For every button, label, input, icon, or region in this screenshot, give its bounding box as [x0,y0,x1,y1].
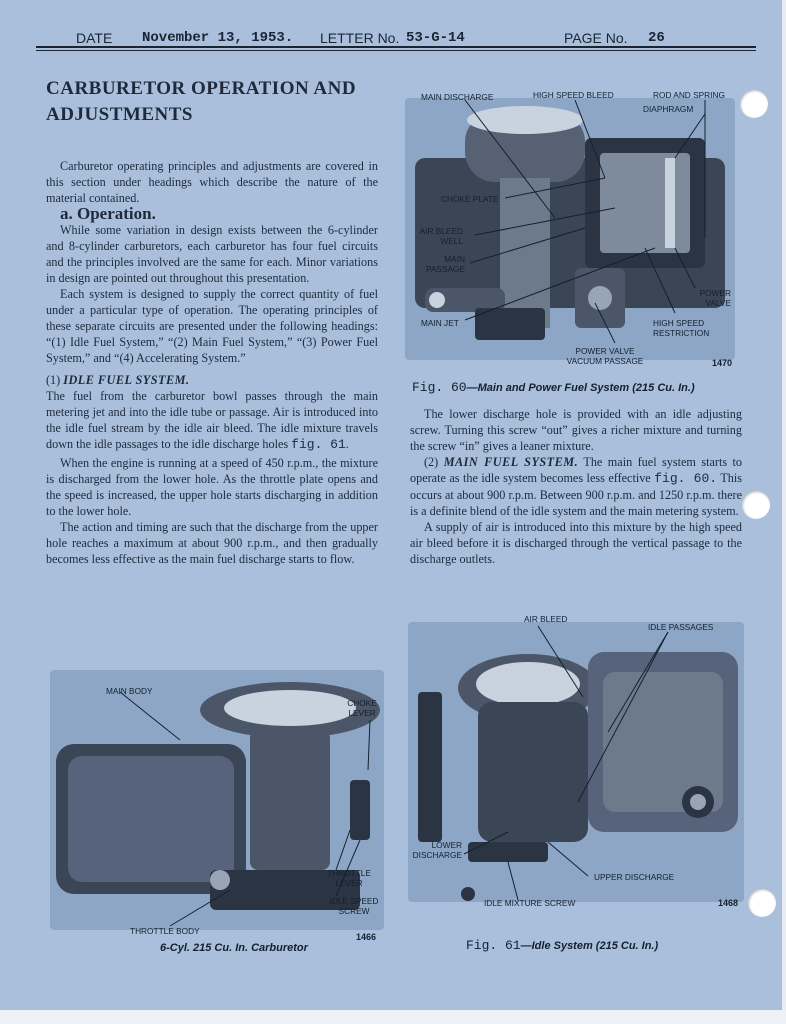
carburetor-exterior-drawing [50,670,384,930]
label-power-valve [677,288,731,308]
main-section-number: (2) [424,455,439,469]
figure-61-caption-label: Fig. 61 [466,938,521,953]
page-label: PAGE No. [564,30,628,46]
paragraph-idle-fuel [46,388,378,453]
label-upper-discharge: UPPER DISCHARGE [594,872,675,882]
binder-hole-top [740,90,768,118]
paragraph-system: Each system is designed to supply the correct quantity of fuel under a particular type of operation. The operating principles of these separate circuits are presented under the following headings: “(1) Idle Fuel System,” “(2) Main Fuel System,” “(3) Power Fuel System,” and “(4) Accelerating System.” [46,287,378,365]
carburetor-6cyl-illustration [50,670,384,936]
page-edge [782,0,786,1024]
fig-61-reference: fig. 61 [291,437,346,452]
paragraph-variation: While some variation in design exists between the 6-cylinder and 8-cylinder carburetors, each carburetor has four fuel circuits and the principles involved are the same for each. Minor variations in design are pointed out throughout this presentation. [46,223,378,285]
label-throttle-lever-line-1: THROTTLE [327,868,371,878]
label-choke-lever-line-1: CHOKE [347,698,377,708]
label-lower-discharge-line-1: LOWER [431,840,462,850]
figure-61-number: 1468 [718,898,739,908]
label-power-valve-vacuum-passage [565,346,645,366]
carburetor-6cyl-number: 1466 [356,932,377,942]
figure-61-caption-text: —Idle System (215 Cu. In.) [520,940,659,952]
date-label: DATE [76,30,113,46]
label-choke-lever-line-2: LEVER [348,708,376,718]
title-line-1: CARBURETOR OPERATION AND [46,78,357,99]
letter-label: LETTER No. [320,30,400,46]
label-idle-mixture-screw: IDLE MIXTURE SCREW [484,898,576,908]
main-section-heading: MAIN FUEL SYSTEM. [443,455,579,469]
label-main-passage-line-1: MAIN [444,254,465,264]
label-throttle-lever [322,868,376,888]
paragraph-action-timing: The action and timing are such that the discharge from the upper hole reaches a maximum at about 900 r.p.m., and then gradually becomes less effective as the main fuel discharge starts to flow. [46,520,378,566]
label-high-speed-restriction [653,318,709,338]
binder-hole-middle [742,491,770,519]
label-air-bleed-well-line-2: WELL [440,236,463,246]
right-column [410,406,742,567]
label-choke-plate: CHOKE PLATE [441,194,499,204]
label-rod-and-spring: ROD AND SPRING [653,90,725,100]
label-idle-speed-screw-line-2: SCREW [338,906,370,916]
operation-heading: a. Operation. [60,204,156,223]
figure-60-caption-text: —Main and Power Fuel System (215 Cu. In.) [466,382,695,394]
title-line-2: ADJUSTMENTS [46,104,193,125]
letter-value: 53-G-14 [406,30,465,46]
page-bottom-margin [0,1010,786,1024]
label-main-body: MAIN BODY [106,686,153,696]
idle-heading-line [46,372,378,388]
left-column [46,158,378,567]
label-pvvp-line-2: VACUUM PASSAGE [566,356,644,366]
date-value: November 13, 1953. [142,30,294,46]
label-throttle-lever-line-2: LEVER [335,878,363,888]
binder-hole-bottom [748,889,776,917]
label-lower-discharge-line-2: DISCHARGE [412,850,462,860]
letter-header [36,28,756,48]
idle-fuel-end: . [345,437,349,451]
page-value: 26 [648,30,665,46]
header-rule-thin [36,50,756,51]
label-high-speed-restriction-line-2: RESTRICTION [653,328,710,338]
intro-paragraph: Carburetor operating principles and adjustments are covered in this section under headings which describe the nature of the material contained. [46,159,378,205]
carburetor-idle-system-drawing [408,622,744,902]
figure-61-caption [466,938,658,953]
idle-section-heading: IDLE FUEL SYSTEM. [63,373,190,387]
label-air-bleed-well-line-1: AIR BLEED [419,226,463,236]
label-power-valve-line-1: POWER [699,288,731,298]
figure-60-number: 1470 [712,358,733,368]
figure-60-caption [412,380,695,395]
carburetor-6cyl-caption: 6-Cyl. 215 Cu. In. Carburetor [160,942,308,954]
label-air-bleed: AIR BLEED [524,614,568,624]
paragraph-main-fuel [410,454,742,519]
label-high-speed-restriction-line-1: HIGH SPEED [653,318,705,328]
label-main-passage [415,254,465,274]
idle-fuel-text: The fuel from the carburetor bowl passes through the main metering jet and into the idle tube or passage. Air is introduced into the idle fuel stream by the idle air bleed. The idle mixture travels down the idle passages to the idle discharge holes [46,389,378,451]
label-throttle-body: THROTTLE BODY [130,926,200,936]
label-choke-lever [342,698,382,718]
paragraph-lower-discharge: The lower discharge hole is provided with an idle adjusting screw. Turning this screw “out” gives a richer mixture and turning the screw “in” gives a leaner mixture. [410,407,742,453]
label-high-speed-bleed: HIGH SPEED BLEED [533,90,614,100]
label-main-discharge: MAIN DISCHARGE [421,92,494,102]
label-pvvp-line-1: POWER VALVE [575,346,635,356]
label-idle-passages: IDLE PASSAGES [648,622,714,632]
paragraph-engine-running: When the engine is running at a speed of 450 r.p.m., the mixture is discharged from the lower hole. As the throttle plate opens and the speed is increased, the upper hole starts discharging in addition to the lower hole. [46,456,378,518]
label-power-valve-line-2: VALVE [705,298,731,308]
main-fuel-text-cont: This occurs at about 900 r.p.m. Between 900 r.p.m. and 1250 r.p.m. there is a definite blend of the idle system and the main metering system. [410,471,743,518]
page-title [46,76,376,128]
label-air-bleed-well [413,226,463,246]
idle-section-number: (1) [46,373,61,387]
label-main-passage-line-2: PASSAGE [425,264,465,274]
label-idle-speed-screw-line-1: IDLE SPEED [329,896,379,906]
figure-60-caption-label: Fig. 60 [412,380,467,395]
label-diaphragm: DIAPHRAGM [643,104,694,114]
label-main-jet: MAIN JET [421,318,459,328]
fig-60-reference: fig. 60. [654,471,718,486]
label-idle-speed-screw [326,896,382,916]
label-lower-discharge [408,840,462,860]
main-fuel-text: The main fuel system starts to operate as the idle system becomes less effective [410,455,743,485]
header-rule [36,46,756,48]
paragraph-air-supply: A supply of air is introduced into this mixture by the high speed air bleed before it is discharged through the vertical passage to the discharge outlets. [410,520,742,566]
